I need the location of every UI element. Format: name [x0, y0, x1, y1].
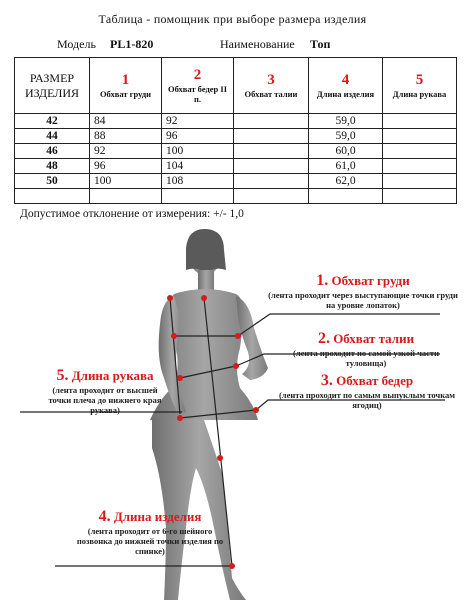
cell-waist — [234, 144, 309, 159]
table-row — [15, 129, 457, 144]
table-row — [15, 114, 457, 129]
size-table — [14, 57, 457, 204]
cell-chest: 88 — [90, 129, 162, 144]
cell-length — [309, 189, 383, 204]
cell-sleeve — [383, 144, 457, 159]
col-hips-header: 2 Обхват бедер II п. — [162, 58, 234, 114]
name-value: Топ — [310, 37, 331, 51]
cell-chest: 92 — [90, 144, 162, 159]
cell-length: 60,0 — [309, 144, 383, 159]
cell-chest: 84 — [90, 114, 162, 129]
cell-waist — [234, 129, 309, 144]
table-header-row — [15, 58, 457, 114]
cell-waist — [234, 114, 309, 129]
col-length-header: 4 Длина изделия — [309, 58, 383, 114]
cell-size: 50 — [15, 174, 90, 189]
callout-sleeve: 5. Длина рукава (лента проходит от высшей точки плеча до нижнего края рукава) — [48, 367, 162, 415]
cell-hips: 96 — [162, 129, 234, 144]
model-label: Модель — [57, 37, 96, 51]
cell-chest: 96 — [90, 159, 162, 174]
cell-size: 46 — [15, 144, 90, 159]
cell-hips: 104 — [162, 159, 234, 174]
cell-size — [15, 189, 90, 204]
cell-hips: 108 — [162, 174, 234, 189]
cell-chest: 100 — [90, 174, 162, 189]
cell-waist — [234, 189, 309, 204]
cell-sleeve — [383, 174, 457, 189]
cell-hips: 100 — [162, 144, 234, 159]
cell-waist — [234, 174, 309, 189]
cell-length: 61,0 — [309, 159, 383, 174]
cell-size: 42 — [15, 114, 90, 129]
cell-hips — [162, 189, 234, 204]
table-row — [15, 174, 457, 189]
model-value: PL1-820 — [110, 37, 154, 51]
size-header: РАЗМЕР ИЗДЕЛИЯ — [15, 58, 90, 114]
cell-size: 48 — [15, 159, 90, 174]
table-row — [15, 189, 457, 204]
callout-waist: 2. Обхват талии (лента проходит по самой узкой части туловища) — [293, 330, 439, 368]
col-waist-header: 3 Обхват талии — [234, 58, 309, 114]
col-chest-header: 1 Обхват груди — [90, 58, 162, 114]
cell-hips: 92 — [162, 114, 234, 129]
callout-chest: 1. Обхват груди (лента проходит через выступающие точки груди на уровне лопаток) — [268, 272, 458, 310]
cell-length: 62,0 — [309, 174, 383, 189]
cell-waist — [234, 159, 309, 174]
name-label: Наименование — [220, 37, 295, 51]
cell-sleeve — [383, 189, 457, 204]
cell-sleeve — [383, 129, 457, 144]
callout-hips: 3. Обхват бедер (лента проходит по самым выпуклым точкам ягодиц) — [278, 372, 456, 410]
cell-length: 59,0 — [309, 129, 383, 144]
cell-length: 59,0 — [309, 114, 383, 129]
callout-length: 4. Длина изделия (лента проходит от 6-го шейного позвонка до нижней точки изделия по спинке) — [76, 508, 224, 556]
cell-chest — [90, 189, 162, 204]
page-title: Таблица - помощник при выборе размера изделия — [98, 12, 367, 26]
cell-sleeve — [383, 114, 457, 129]
cell-size: 44 — [15, 129, 90, 144]
col-sleeve-header: 5 Длина рукава — [383, 58, 457, 114]
table-row — [15, 144, 457, 159]
table-row — [15, 159, 457, 174]
cell-sleeve — [383, 159, 457, 174]
deviation-note: Допустимое отклонение от измерения: +/- 1,0 — [20, 208, 244, 220]
